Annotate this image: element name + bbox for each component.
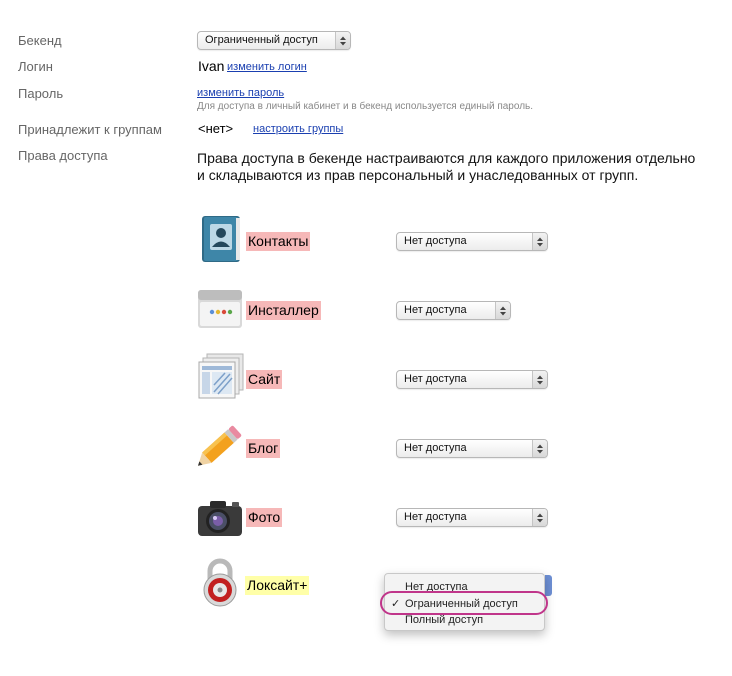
access-select-blog[interactable] — [396, 439, 548, 458]
select-arrows-icon — [532, 371, 547, 388]
backend-label: Бекенд — [18, 33, 62, 48]
menu-option-no-access[interactable]: Нет доступа — [405, 581, 468, 593]
select-arrows-icon — [532, 233, 547, 250]
menu-option-limited-access-label: Ограниченный доступ — [405, 598, 518, 610]
checkmark-icon: ✓ — [391, 598, 401, 610]
access-select-photo[interactable] — [396, 508, 548, 527]
groups-value: <нет> — [198, 121, 234, 136]
backend-access-value: Ограниченный доступ — [205, 34, 318, 46]
selection-highlight-ring — [380, 591, 548, 615]
access-value-contacts: Нет доступа — [404, 235, 467, 247]
change-login-link[interactable]: изменить логин — [227, 61, 307, 73]
combination-lock-icon — [200, 558, 240, 613]
select-arrows-icon — [532, 509, 547, 526]
app-label-blog: Блог — [248, 440, 279, 456]
app-label-locksite: Локсайт+ — [247, 577, 308, 593]
rights-description-line2: и складываются из прав персональный и унаследованных от групп. — [197, 167, 639, 183]
access-value-site: Нет доступа — [404, 373, 467, 385]
access-select-site[interactable] — [396, 370, 548, 389]
camera-icon — [196, 498, 244, 543]
login-value: Ivan — [198, 58, 225, 74]
site-pages-icon — [197, 352, 245, 405]
menu-option-full-access[interactable]: Полный доступ — [405, 614, 484, 626]
access-value-installer: Нет доступа — [404, 304, 467, 316]
access-select-installer[interactable] — [396, 301, 511, 320]
select-arrows-icon — [335, 32, 350, 49]
access-value-blog: Нет доступа — [404, 442, 467, 454]
rights-description-line1: Права доступа в бекенде настраиваются для каждого приложения отдельно — [197, 150, 696, 166]
contacts-book-icon — [198, 214, 244, 269]
select-arrows-icon — [495, 302, 510, 319]
configure-groups-link[interactable]: настроить группы — [253, 123, 344, 135]
app-label-contacts: Контакты — [248, 233, 309, 249]
app-label-site: Сайт — [248, 371, 281, 387]
installer-box-icon — [197, 288, 243, 335]
backend-access-select[interactable] — [197, 31, 351, 50]
access-value-photo: Нет доступа — [404, 511, 467, 523]
access-select-contacts[interactable] — [396, 232, 548, 251]
password-hint: Для доступа в личный кабинет и в бекенд используется единый пароль. — [197, 101, 534, 112]
access-select-locksite[interactable] — [545, 575, 552, 596]
password-label: Пароль — [18, 86, 64, 101]
select-arrows-icon — [532, 440, 547, 457]
change-password-link[interactable]: изменить пароль — [197, 87, 285, 99]
pencil-icon — [196, 420, 246, 475]
rights-label: Права доступа — [18, 148, 108, 163]
groups-label: Принадлежит к группам — [18, 122, 162, 137]
app-label-installer: Инсталлер — [248, 302, 319, 318]
app-label-photo: Фото — [248, 509, 281, 525]
login-label: Логин — [18, 59, 53, 74]
